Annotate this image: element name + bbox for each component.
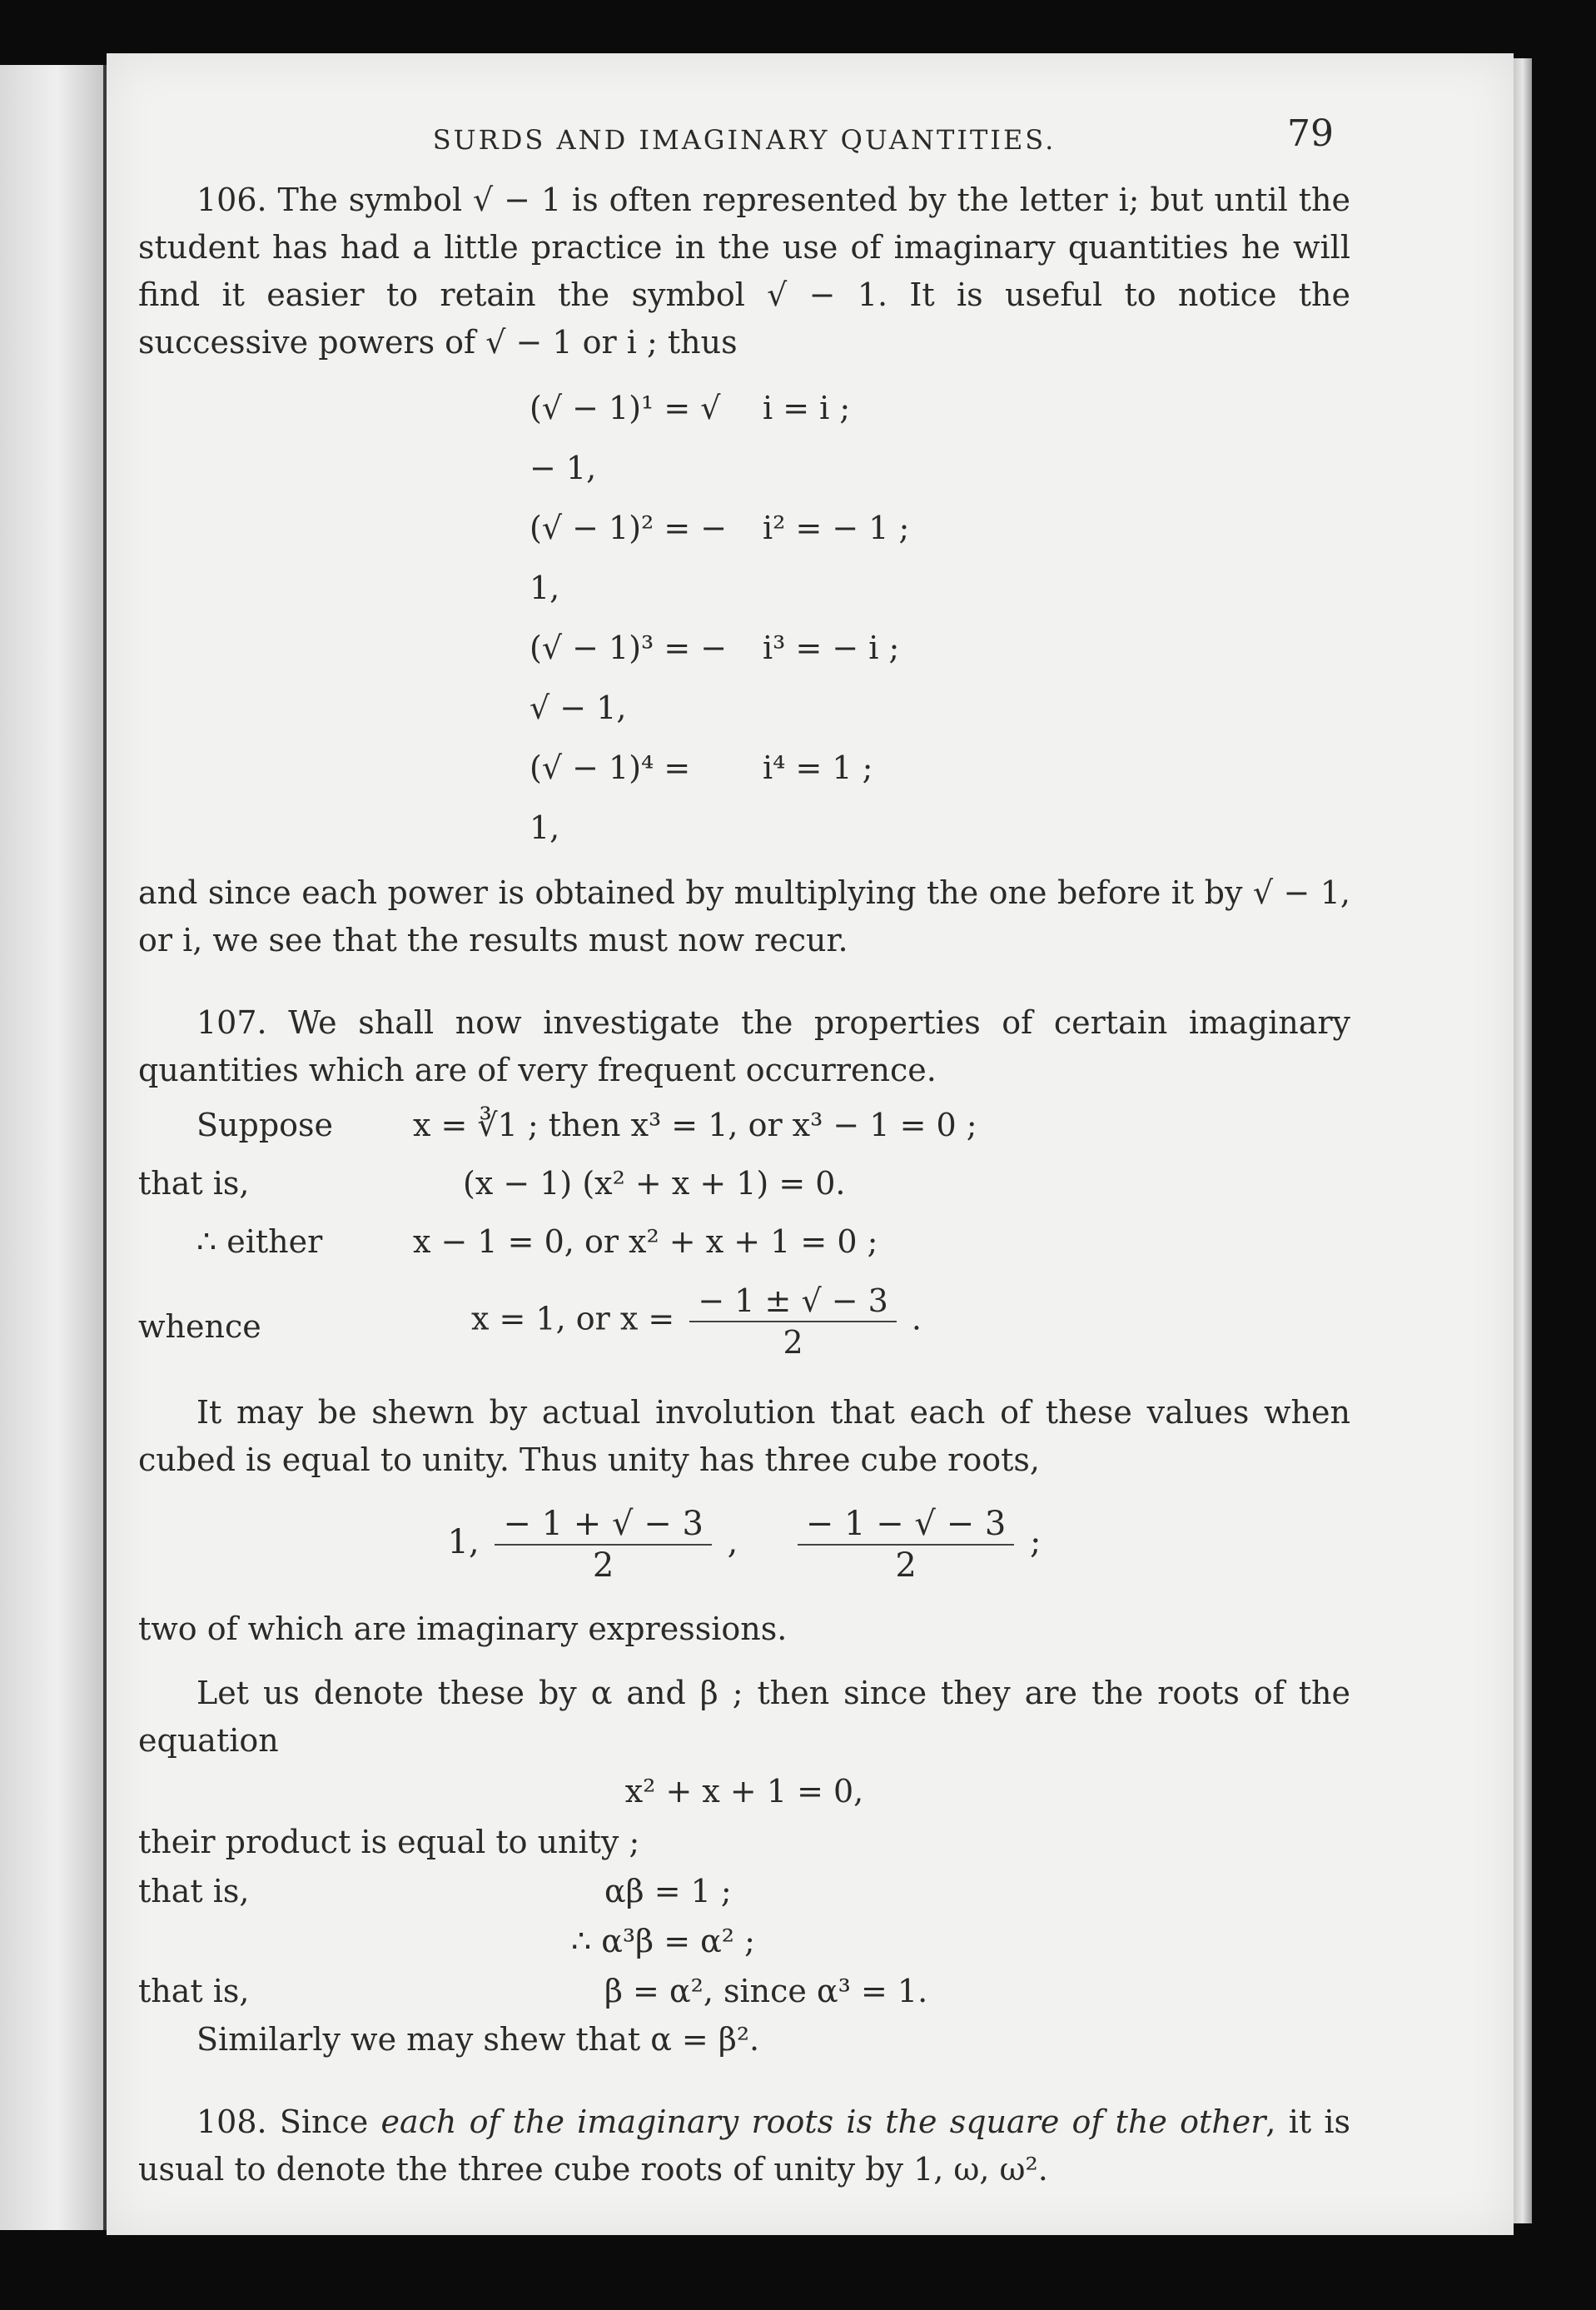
- power-left-4: (√ − 1)⁴ = 1,: [530, 749, 691, 846]
- p108-rest: , it is usual to denote the three cube roots of unity by 1, ω, ω².: [138, 2103, 1350, 2188]
- derivation-label: Suppose: [196, 1107, 334, 1143]
- derivation-equation: β = α², since α³ = 1.: [604, 1973, 928, 2009]
- fraction-denominator: 2: [592, 1546, 614, 1585]
- paragraph-imaginary-expressions: two of which are imaginary expressions.: [138, 1611, 788, 1647]
- whence-prefix: x = 1, or x =: [471, 1300, 675, 1337]
- page-stack-edge: [1514, 58, 1532, 2223]
- whence-suffix: .: [911, 1300, 922, 1337]
- alpha-beta-derivation: [138, 1866, 1350, 2016]
- power-right-4: i⁴ = 1 ;: [763, 749, 873, 786]
- powers-spacer: [138, 738, 496, 858]
- derivation-row: [138, 1156, 1350, 1211]
- derivation-label: ∴ either: [196, 1223, 323, 1260]
- derivation-equation: x = ∛1 ; then x³ = 1, or x³ − 1 = 0 ;: [413, 1107, 977, 1143]
- paragraph-106-continued: and since each power is obtained by multiplying the one before it by √ − 1, or i, we see that the results must now recur.: [138, 874, 1350, 958]
- power-left-1: (√ − 1)¹ = √ − 1,: [530, 390, 721, 486]
- fraction-numerator: − 1 + √ − 3: [495, 1504, 712, 1546]
- derivation-label: that is,: [138, 1973, 250, 2009]
- roots-end: ;: [1030, 1523, 1042, 1561]
- derivation-row: [138, 1098, 1350, 1153]
- root-fraction-2: [798, 1504, 1015, 1586]
- paragraph-product-unity: their product is equal to unity ;: [138, 1824, 640, 1860]
- page-number: 79: [1287, 112, 1334, 155]
- root-one: 1,: [447, 1523, 480, 1561]
- power-left-2: (√ − 1)² = − 1,: [530, 510, 728, 606]
- page-content: [138, 112, 1350, 2193]
- powers-table: [138, 378, 1350, 858]
- whence-label: whence: [138, 1308, 261, 1345]
- running-head: [138, 112, 1350, 177]
- paragraph-denote-alpha-beta: Let us denote these by α and β ; then since they are the roots of the equation: [138, 1675, 1350, 1759]
- power-left-3: (√ − 1)³ = − √ − 1,: [530, 630, 728, 726]
- powers-spacer: [138, 378, 496, 498]
- derivation-equation: ∴ α³β = α² ;: [571, 1923, 755, 1959]
- derivation-equation: x − 1 = 0, or x² + x + 1 = 0 ;: [413, 1223, 878, 1260]
- powers-spacer: [138, 618, 496, 738]
- powers-spacer: [138, 498, 496, 618]
- p108-lead: 108. Since: [196, 2103, 381, 2140]
- fraction-numerator: − 1 ± √ − 3: [689, 1281, 896, 1322]
- left-page-edge: [0, 65, 107, 2230]
- derivation-label: that is,: [138, 1873, 250, 1909]
- paragraph-107-involution: It may be shewn by actual involution that each of these values when cubed is equal to unity. Thus unity has three cube roots,: [138, 1394, 1350, 1478]
- derivation-equation: (x − 1) (x² + x + 1) = 0.: [463, 1165, 846, 1202]
- quadratic-equation: x² + x + 1 = 0,: [624, 1773, 864, 1810]
- running-head-title: SURDS AND IMAGINARY QUANTITIES.: [432, 124, 1057, 156]
- derivation-equation: αβ = 1 ;: [604, 1873, 732, 1909]
- power-right-1: i = i ;: [763, 390, 851, 426]
- roots-separator: ,: [727, 1523, 738, 1561]
- fraction-numerator: − 1 − √ − 3: [798, 1504, 1015, 1546]
- whence-fraction: [689, 1281, 896, 1362]
- fraction-denominator: 2: [895, 1546, 917, 1585]
- paragraph-106: 106. The symbol √ − 1 is often represented by the letter i; but until the student has had a little practice in the use of imaginary quantities he will find it easier to retain the symbol √ − 1. It is useful to notice the successive powers of √ − 1 or i ; thus: [138, 182, 1350, 361]
- power-right-2: i² = − 1 ;: [763, 510, 910, 546]
- derivation-label: that is,: [138, 1165, 250, 1202]
- whence-row: [138, 1281, 1350, 1372]
- power-right-3: i³ = − i ;: [763, 630, 900, 666]
- cube-roots-line: [138, 1504, 1350, 1586]
- root-fraction-1: [495, 1504, 712, 1586]
- paragraph-108: [138, 2098, 1350, 2193]
- paragraph-similarly: Similarly we may shew that α = β².: [196, 2021, 760, 2058]
- derivation-row: [138, 1214, 1350, 1269]
- derivation-label: [138, 1916, 413, 1966]
- fraction-denominator: 2: [783, 1324, 803, 1361]
- p108-italic: each of the imaginary roots is the square of the other: [380, 2103, 1266, 2140]
- paragraph-107: 107. We shall now investigate the properties of certain imaginary quantities which are of very frequent occurrence.: [138, 1004, 1350, 1088]
- whence-equation: [413, 1281, 1350, 1372]
